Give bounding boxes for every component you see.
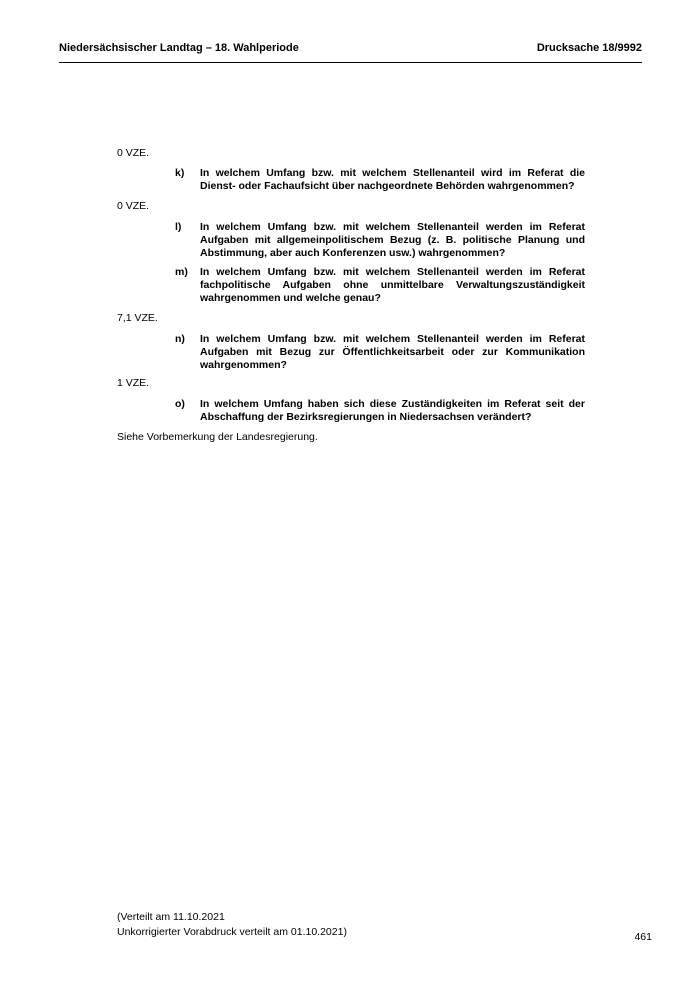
answer-paragraph: 0 VZE. (117, 200, 150, 212)
question-n (175, 333, 585, 372)
page-header (59, 40, 642, 63)
question-o (175, 398, 585, 424)
question-letter: n) (175, 333, 185, 345)
answer-paragraph: Siehe Vorbemerkung der Landesregierung. (117, 431, 318, 443)
preprint-date: Unkorrigierter Vorabdruck verteilt am 01.10.2021) (117, 926, 347, 938)
question-text: In welchem Umfang bzw. mit welchem Stellenanteil wird im Referat die Dienst- oder Fachaufsicht über nachgeordnete Behörden wahrgenommen? (200, 167, 585, 192)
document-number: Drucksache 18/9992 (536, 42, 642, 54)
question-text: In welchem Umfang haben sich diese Zuständigkeiten im Referat seit der Abschaffung der Bezirksregierungen in Niedersachsen verändert? (200, 398, 585, 423)
parliament-title: Niedersächsischer Landtag – 18. Wahlperiode (59, 42, 299, 54)
answer-paragraph: 1 VZE. (117, 377, 150, 389)
distributed-date: (Verteilt am 11.10.2021 (117, 911, 225, 923)
question-l (175, 221, 585, 260)
answer-paragraph: 7,1 VZE. (117, 312, 158, 324)
question-letter: o) (175, 398, 185, 410)
question-letter: m) (175, 266, 188, 278)
question-m (175, 266, 585, 305)
question-letter: k) (175, 167, 185, 179)
question-k (175, 167, 585, 193)
question-letter: l) (175, 221, 182, 233)
question-text: In welchem Umfang bzw. mit welchem Stellenanteil werden im Referat fachpolitische Aufgaben ohne unmittelbare Verwaltungszuständigkeit wahrgenommen und welche genau? (200, 266, 585, 304)
distribution-note (117, 910, 347, 940)
question-text: In welchem Umfang bzw. mit welchem Stellenanteil werden im Referat Aufgaben mit Bezug zur Öffentlichkeitsarbeit oder zur Kommunikation wahrgenommen? (200, 333, 585, 371)
page-number: 461 (634, 931, 652, 943)
answer-paragraph: 0 VZE. (117, 147, 150, 159)
question-text: In welchem Umfang bzw. mit welchem Stellenanteil werden im Referat Aufgaben mit allgemeinpolitischem Bezug (z. B. politische Planung und Abstimmung, aber auch Konferenzen usw.) wahrgenommen? (200, 221, 585, 259)
